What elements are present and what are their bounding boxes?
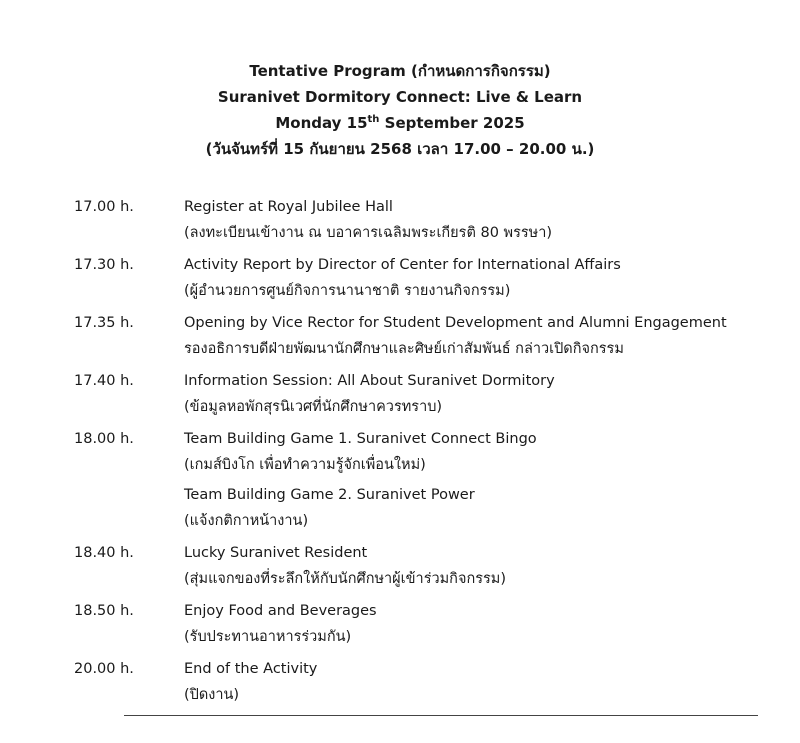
program-header [0,58,800,162]
activity-english: Team Building Game 2. Suranivet Power [184,487,475,503]
activity-thai: (รับประทานอาหารร่วมกัน) [184,629,352,645]
activity-english: Register at Royal Jubilee Hall [184,199,393,215]
program-title: Tentative Program (กำหนดการกิจกรรม) [249,62,551,80]
activity-thai: (ลงทะเบียนเข้างาน ณ บอาคารเฉลิมพระเกียรติ 80 พรรษา) [184,225,553,241]
activity-thai: (เกมส์บิงโก เพื่อทำความรู้จักเพื่อนใหม่) [184,457,426,473]
activity-english: Information Session: All About Suranivet Dormitory [184,373,555,389]
activity-thai: (สุ่มแจกของที่ระลึกให้กับนักศึกษาผู้เข้าร่วมกิจกรรม) [184,571,507,587]
schedule-item [0,426,800,534]
schedule-description [184,252,800,304]
schedule-item [0,368,800,420]
activity-thai: (ปิดงาน) [184,687,240,703]
schedule-description [184,310,800,362]
event-date [0,110,800,136]
activity-english: Lucky Suranivet Resident [184,545,368,561]
activity-english: Opening by Vice Rector for Student Development and Alumni Engagement [184,315,727,331]
event-date-ordinal: th [367,114,380,125]
activity-english: Activity Report by Director of Center for International Affairs [184,257,621,273]
activity-english: Team Building Game 1. Suranivet Connect Bingo [184,431,537,447]
schedule-description [184,368,800,420]
activity-thai: (แจ้งกติกาหน้างาน) [184,513,309,529]
activity-english: Enjoy Food and Beverages [184,603,377,619]
schedule-time: 17.00 h. [74,199,134,215]
event-date-thai: (วันจันทร์ที่ 15 กันยายน 2568 เวลา 17.00 – 20.00 น.) [205,140,595,158]
schedule-time: 17.40 h. [74,373,134,389]
event-name: Suranivet Dormitory Connect: Live & Learn [217,88,583,106]
schedule-description [184,426,800,534]
schedule-item [0,194,800,246]
event-date-suffix: September 2025 [379,114,525,132]
activity-thai: (ข้อมูลหอพักสุรนิเวศที่นักศึกษาควรทราบ) [184,399,443,415]
schedule-time: 18.00 h. [74,431,134,447]
schedule-item [0,252,800,304]
schedule-time: 20.00 h. [74,661,134,677]
schedule-item [0,310,800,362]
schedule-description [184,656,800,708]
schedule-time: 18.50 h. [74,603,134,619]
schedule-item [0,656,800,708]
activity-english: End of the Activity [184,661,318,677]
schedule-time: 18.40 h. [74,545,134,561]
schedule-description [184,598,800,650]
schedule-item [0,540,800,592]
schedule-time: 17.35 h. [74,315,134,331]
schedule-time: 17.30 h. [74,257,134,273]
activity-thai: รองอธิการบดีฝ่ายพัฒนานักศึกษาและศิษย์เก่าสัมพันธ์ กล่าวเปิดกิจกรรม [184,341,624,357]
schedule-description [184,194,800,246]
schedule-description [184,540,800,592]
activity-thai: (ผู้อำนวยการศูนย์กิจการนานาชาติ รายงานกิจกรรม) [184,283,511,299]
event-date-prefix: Monday 15 [275,114,368,132]
footer-divider [124,715,758,716]
schedule-list [0,194,800,714]
schedule-item [0,598,800,650]
